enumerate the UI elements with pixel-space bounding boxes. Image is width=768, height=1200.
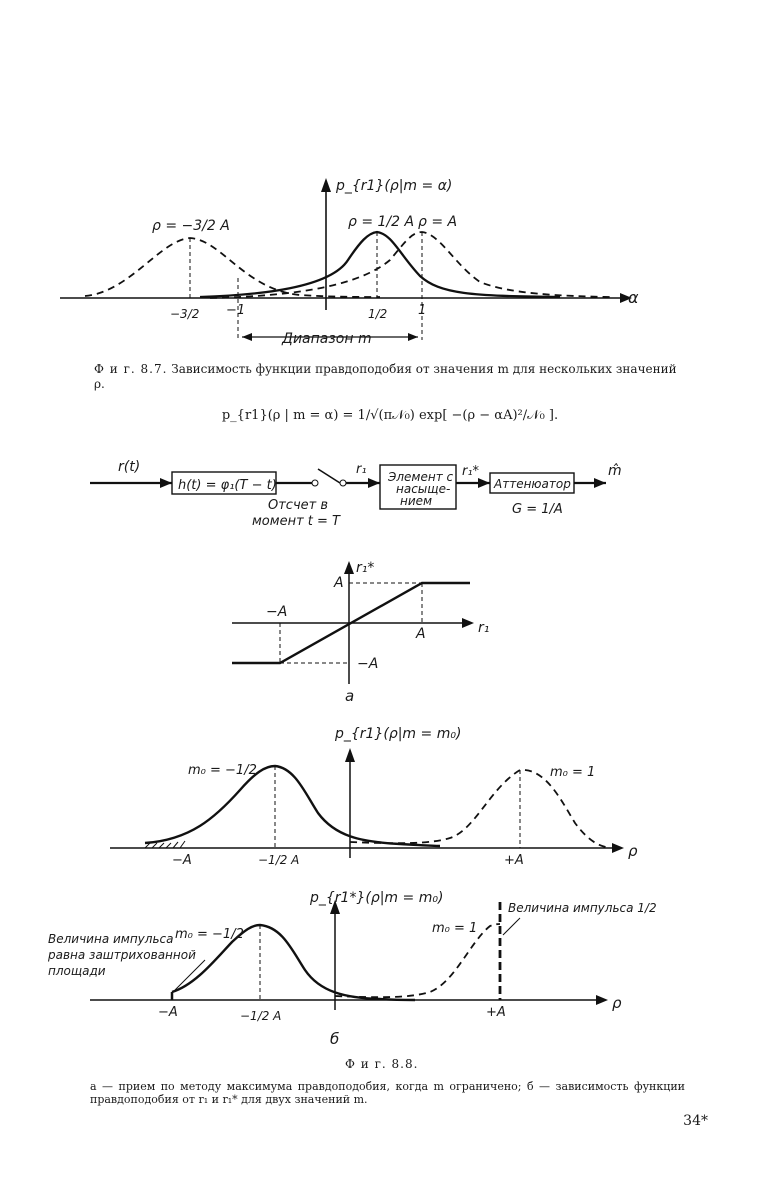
label-rho-half: ρ = 1/2 A <box>348 214 415 230</box>
plot-a-m0-neg: m₀ = −1/2 <box>188 763 257 778</box>
label-rho-A: ρ = A <box>418 214 458 230</box>
plot-b-tick-neg-half: −1/2 A <box>240 1009 282 1023</box>
plot-b-m0-neg: m₀ = −1/2 <box>175 927 244 942</box>
label-sampler-1: Отсчет в <box>268 498 328 513</box>
label-saturation-2: насыще- <box>396 482 451 496</box>
y-axis-arrow <box>321 178 331 192</box>
sampler-contact-right <box>340 480 346 486</box>
caption-8-8-text: а — прием по методу максимума правдоподобия, когда m ограничено; б — зависимость функции правдоподобия от r₁ и r₁* для двух значений m. <box>90 1080 685 1106</box>
caption-8-8-prefix <box>345 1057 418 1072</box>
label-r1: r₁ <box>356 462 367 477</box>
label-sampler-2: момент t = T <box>252 514 340 529</box>
label-input: r(t) <box>118 459 141 475</box>
page-number: 34* <box>683 1113 708 1129</box>
label-attenuator: Аттенюатор <box>494 477 571 491</box>
label-rho-neg: ρ = −3/2 A <box>152 218 230 234</box>
range-arrow-left <box>242 333 252 341</box>
likelihood-plot-r1 <box>0 718 768 868</box>
curve-rho-half <box>200 232 560 297</box>
caption-8-8-prefix-text: Ф и г. 8.8. <box>345 1057 419 1071</box>
sat-A-y: A <box>334 575 344 591</box>
label-saturation-3: нием <box>400 494 433 508</box>
tick-half: 1/2 <box>368 307 388 321</box>
sat-negA-x: −A <box>266 604 288 620</box>
plot-a-ylabel: p_{r1}(ρ|m = m₀) <box>335 726 462 742</box>
label-saturation-1: Элемент с <box>388 470 454 484</box>
plot-a-m0-pos: m₀ = 1 <box>550 765 596 780</box>
range-label: Диапазон m <box>282 331 372 347</box>
plot-b-impulse-right: Величина импульса 1/2 <box>508 901 657 915</box>
caption-8-7-prefix: Ф и г. 8.7. <box>94 362 168 376</box>
sublabel-b: б <box>330 1030 340 1048</box>
arrow-out <box>594 478 606 488</box>
sat-negA-y: −A <box>357 656 379 672</box>
pointer-impulse-right <box>503 918 520 935</box>
plot-b-impulse-left-1: Величина импульса <box>48 932 174 946</box>
plot-b-tick-negA: −A <box>158 1005 178 1020</box>
fig87-xlabel: α <box>628 288 639 307</box>
caption-8-8 <box>90 1080 685 1106</box>
curve-m0-neg-half <box>145 766 440 846</box>
plot-a-tick-neg-half: −1/2 A <box>258 853 300 867</box>
sat-ylabel: r₁* <box>356 560 375 576</box>
plot-b-impulse-left-2: равна заштрихованной <box>48 948 196 962</box>
sampler-contact-left <box>312 480 318 486</box>
curve-rho-neg-3-2 <box>85 238 380 297</box>
sat-A-x: A <box>416 626 426 642</box>
sat-xlabel: r₁ <box>478 620 490 636</box>
plot-b-ylabel: p_{r1*}(ρ|m = m₀) <box>310 890 444 906</box>
plot-b-tick-posA: +A <box>486 1005 506 1020</box>
plot-a-x-arrow <box>612 843 624 853</box>
plot-a-tick-posA: +A <box>504 853 524 868</box>
range-arrow-right <box>408 333 418 341</box>
label-gain: G = 1/A <box>512 502 563 517</box>
fig87-ylabel: p_{r1}(ρ|m = α) <box>336 178 453 194</box>
label-output: m̂ <box>608 463 622 479</box>
caption-8-7 <box>94 362 684 392</box>
sublabel-a: а <box>345 687 355 705</box>
plot-b-xlabel: ρ <box>612 994 622 1012</box>
sat-y-arrow <box>344 561 354 574</box>
plot-a-xlabel: ρ <box>628 842 638 860</box>
formula-text: p_{r1}(ρ | m = α) = 1/√(π𝒩₀) exp[ −(ρ − αA)²/𝒩₀ ]. <box>221 408 559 423</box>
arrow-in <box>160 478 172 488</box>
label-filter: h(t) = φ₁(T − t) <box>178 478 277 493</box>
tick-one: 1 <box>418 303 427 318</box>
tick-neg-3-2: −3/2 <box>170 307 200 321</box>
curve-m0-one <box>350 770 610 848</box>
label-r1star: r₁* <box>462 464 480 479</box>
likelihood-plot-r1star <box>0 880 768 1050</box>
plot-b-m0-pos: m₀ = 1 <box>432 921 478 936</box>
block-diagram <box>0 455 768 545</box>
formula-8-7 <box>190 396 590 436</box>
plot-a-y-arrow <box>345 748 355 762</box>
caption-8-7-text: Зависимость функции правдоподобия от значения m для нескольких значений ρ. <box>94 362 677 391</box>
tick-neg-1: −1 <box>226 303 246 318</box>
sampler-switch <box>318 469 340 483</box>
plot-b-x-arrow <box>596 995 608 1005</box>
arrow-r1star <box>478 478 490 488</box>
plot-a-tick-negA: −A <box>172 853 192 868</box>
plot-b-impulse-left-3: площади <box>48 964 106 978</box>
sat-x-arrow <box>462 618 474 628</box>
saturation-plot <box>0 556 768 706</box>
arrow-r1 <box>368 478 380 488</box>
